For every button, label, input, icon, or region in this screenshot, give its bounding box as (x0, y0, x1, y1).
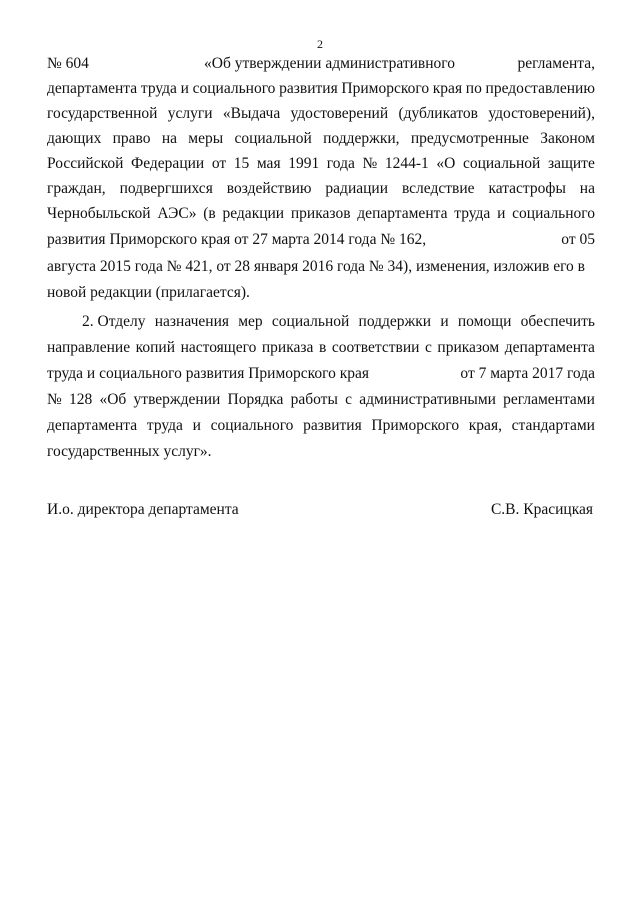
word: 1991 (288, 155, 320, 172)
word: вследствие (401, 180, 475, 197)
word: развития (279, 80, 338, 97)
p2-line-2 (47, 339, 595, 357)
word: настоящего (180, 339, 257, 356)
word: труда (454, 205, 491, 222)
p2-line-3-date: от 7 марта 2017 года (460, 365, 595, 382)
p2-line-3-text: труда и социального развития Приморского края (47, 365, 370, 382)
word: социального (210, 417, 294, 434)
word: защите (547, 155, 595, 172)
word: приказом (437, 339, 500, 356)
word: предоставлению (485, 80, 595, 97)
word: 15 (233, 155, 250, 172)
regulation-word: регламента, (517, 55, 595, 72)
word: дающих (47, 130, 102, 147)
regulation-title-start: «Об утверждении административного (204, 55, 456, 72)
word: Приморского (341, 80, 430, 97)
word: граждан, (47, 180, 106, 197)
p1-line-6 (47, 180, 595, 198)
word: соответствии (331, 339, 420, 356)
word: на (579, 180, 595, 197)
p1-line-5 (47, 155, 595, 173)
word: труда (146, 417, 183, 434)
word: приказа (261, 339, 314, 356)
word: социальной (234, 130, 312, 147)
p2-line-6: государственных услуг». (47, 443, 212, 460)
p1-line-4 (47, 130, 595, 148)
word: с (345, 391, 352, 408)
word: развития (303, 417, 362, 434)
word: право (112, 130, 151, 147)
word: подвергшихся (119, 180, 213, 197)
word: года (326, 155, 355, 172)
signatory-name: С.В. Красицкая (490, 501, 593, 518)
word: утверждении (133, 391, 221, 408)
word: и (440, 313, 449, 330)
word: края, (468, 417, 502, 434)
word: удостоверений (290, 105, 389, 122)
p1-line-8-date: от 05 (561, 231, 595, 248)
page-number: 2 (317, 37, 323, 51)
word: (в (203, 205, 216, 222)
word: в (318, 339, 327, 356)
word: работы (290, 391, 338, 408)
word: Чернобыльской (47, 205, 151, 222)
word: Законом (540, 130, 595, 147)
word: и (497, 205, 506, 222)
word: департамента (47, 417, 138, 434)
word: обеспечить (520, 313, 595, 330)
p1-line-7 (47, 205, 595, 223)
word: социального (192, 80, 276, 97)
word: удостоверений), (488, 105, 595, 122)
word: труда (140, 80, 177, 97)
word: приказов (290, 205, 351, 222)
word: направление (47, 339, 131, 356)
word: копий (135, 339, 176, 356)
p1-line-3 (47, 105, 595, 123)
word: радиации (325, 180, 388, 197)
word: департамента (504, 339, 595, 356)
word: с (424, 339, 432, 356)
word: департамента (47, 80, 138, 97)
word: № (47, 391, 62, 408)
word: Порядка (227, 391, 284, 408)
word: Приморского (371, 417, 460, 434)
word: 128 (69, 391, 93, 408)
word: Российской (47, 155, 124, 172)
word: помощи (457, 313, 512, 330)
word: Федерации (131, 155, 205, 172)
word: края (432, 80, 463, 97)
word: регламентами (503, 391, 595, 408)
word: № (362, 155, 378, 172)
word: (дубликатов (398, 105, 478, 122)
word: меры (188, 130, 224, 147)
word: 1244-1 (384, 155, 429, 172)
p2-line-1 (82, 313, 595, 331)
p1-line-9: августа 2015 года № 421, от 28 января 2016 года № 34), изменения, изложив его в (47, 258, 586, 275)
word: АЭС» (157, 205, 197, 222)
word: «Выдача (222, 105, 281, 122)
word: 2. Отделу (82, 313, 146, 330)
signatory-position: И.о. директора департамента (47, 501, 239, 518)
order-number: № 604 (47, 55, 89, 72)
word: поддержки, (323, 130, 400, 147)
word: мер (238, 313, 263, 330)
p1-line-2 (47, 80, 595, 98)
word: назначения (154, 313, 229, 330)
word: и (192, 417, 201, 434)
word: стандартами (511, 417, 595, 434)
word: от (211, 155, 227, 172)
word: департамента (357, 205, 448, 222)
word: услуги (167, 105, 213, 122)
word: воздействию (226, 180, 312, 197)
word: и (180, 80, 189, 97)
word: социальной (271, 313, 350, 330)
word: мая (256, 155, 281, 172)
p1-line-8-text: развития Приморского края от 27 марта 2014 года № 162, (47, 231, 427, 248)
p1-line-10: новой редакции (прилагается). (47, 284, 250, 301)
word: «О (436, 155, 456, 172)
word: на (161, 130, 177, 147)
word: предусмотренные (410, 130, 529, 147)
word: катастрофы (488, 180, 566, 197)
word: социального (512, 205, 595, 222)
word: по (465, 80, 482, 97)
word: поддержки (358, 313, 432, 330)
word: «Об (99, 391, 127, 408)
word: государственной (47, 105, 158, 122)
p2-line-5 (47, 417, 595, 435)
p2-line-4 (47, 391, 595, 409)
word: редакции (222, 205, 285, 222)
word: административными (359, 391, 496, 408)
word: социальной (462, 155, 541, 172)
